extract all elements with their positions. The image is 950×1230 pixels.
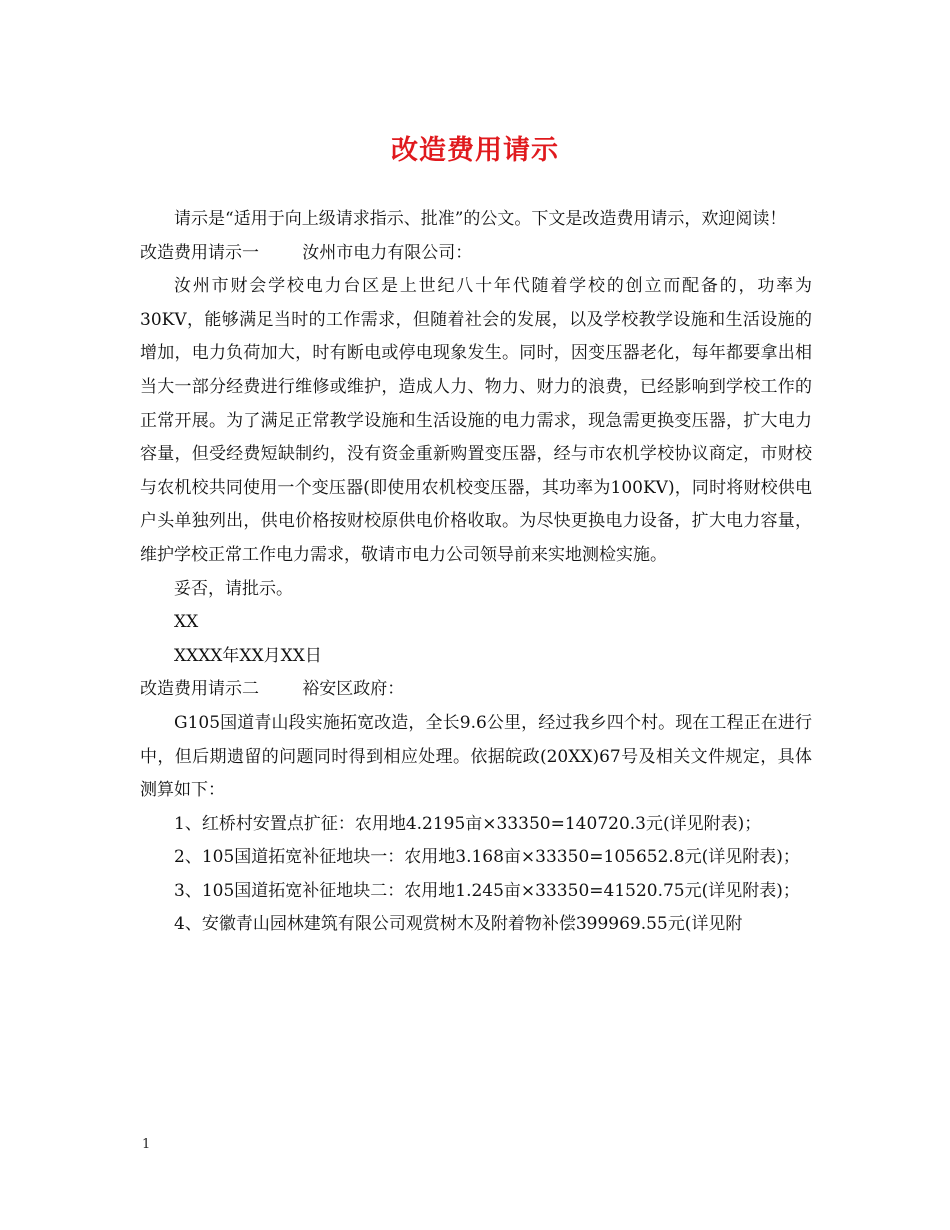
section-2-body-paragraph: G105国道青山段实施拓宽改造，全长9.6公里，经过我乡四个村。现在工程正在进行中，但后期遗留的问题同时得到相应处理。依据皖政(20XX)67号及相关文件规定，具体测算如下： [140,712,812,801]
page-number: 1 [142,1137,151,1152]
date-line: XXXX年XX月XX日 [174,645,322,666]
list-item-1: 1、红桥村安置点扩征：农用地4.2195亩×33350=140720.3元(详见附表)； [174,813,762,834]
section-heading-1: 改造费用请示一 汝州市电力有限公司： [140,242,473,263]
document-title: 改造费用请示 [391,135,559,166]
section-1-body-paragraph: 汝州市财会学校电力台区是上世纪八十年代随着学校的创立而配备的，功率为30KV，能够满足当时的工作需求，但随着社会的发展，以及学校教学设施和生活设施的增加，电力负荷加大，时有断电或停电现象发生。同时，因变压器老化，每年都要拿出相当大一部分经费进行维修或维护，造成人力、物力、财力的浪费，已经影响到学校工作的正常开展。为了满足正常教学设施和生活设施的电力需求，现急需更换变压器，扩大电力容量，但受经费短缺制约，没有资金重新购置变压器，经与市农机学校协议商定，市财校与农机校共同使用一个变压器(即使用农机校变压器，其功率为100KV)，同时将财校供电户头单独列出，供电价格按财校原供电价格收取。为尽快更换电力设备，扩大电力容量，维护学校正常工作电力需求，敬请市电力公司领导前来实地测检实施。 [140,276,812,565]
intro-paragraph: 请示是“适用于向上级请求指示、批准”的公文。下文是改造费用请示，欢迎阅读！ [174,209,787,229]
section-heading-2: 改造费用请示二 裕安区政府： [140,679,405,700]
document-body [140,203,812,942]
list-item-2: 2、105国道拓宽补征地块一：农用地3.168亩×33350=105652.8元(详见附表)； [174,847,800,868]
list-item-3: 3、105国道拓宽补征地块二：农用地1.245亩×33350=41520.75元(详见附表)； [174,880,800,901]
signature-line: XX [174,612,199,633]
list-item-4: 4、安徽青山园林建筑有限公司观赏树木及附着物补偿399969.55元(详见附 [174,914,743,935]
approval-request-line: 妥否，请批示。 [174,578,293,599]
